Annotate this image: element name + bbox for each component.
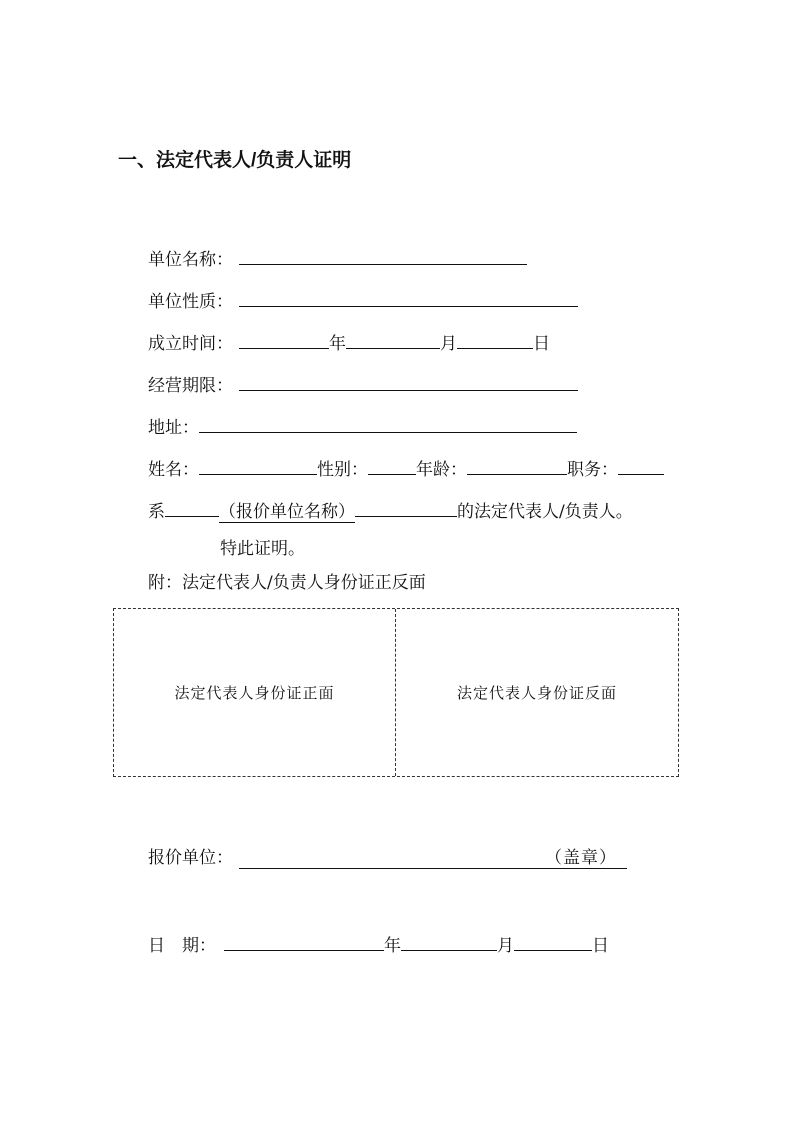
quote-unit-label: 报价单位： — [148, 848, 233, 868]
business-term-label: 经营期限： — [148, 376, 233, 396]
row-address — [148, 414, 577, 438]
statement-suffix: 的法定代表人/负责人。 — [457, 502, 633, 522]
seal-label: （盖章） — [545, 848, 617, 868]
established-label: 成立时间： — [148, 334, 233, 354]
established-month-label: 月 — [440, 334, 457, 354]
gender-label: 性别： — [317, 460, 368, 480]
row-business-term — [148, 372, 578, 396]
id-card-front-cell[interactable] — [114, 609, 396, 776]
statement-prefix: 系 — [148, 502, 165, 522]
row-date — [148, 932, 609, 956]
statement-blank-right[interactable] — [355, 498, 457, 517]
hereby-text: 特此证明。 — [220, 539, 305, 559]
business-term-blank[interactable] — [239, 372, 578, 391]
quote-unit-name-hint: （报价单位名称） — [219, 502, 355, 522]
row-established — [148, 330, 550, 354]
date-label: 日 期： — [148, 936, 216, 956]
established-day-label: 日 — [533, 334, 550, 354]
unit-name-blank[interactable] — [239, 246, 527, 265]
address-blank[interactable] — [199, 414, 577, 433]
id-card-box — [113, 608, 679, 777]
age-blank[interactable] — [467, 456, 567, 475]
row-person — [148, 456, 664, 480]
position-blank[interactable] — [618, 456, 664, 475]
established-year-blank[interactable] — [239, 330, 329, 349]
attachment-note: 附：法定代表人/负责人身份证正反面 — [148, 573, 426, 593]
established-month-blank[interactable] — [346, 330, 440, 349]
name-blank[interactable] — [199, 456, 317, 475]
date-day-label: 日 — [592, 936, 609, 956]
date-month-label: 月 — [497, 936, 514, 956]
established-year-label: 年 — [329, 334, 346, 354]
id-card-back-cell[interactable] — [396, 609, 678, 776]
row-unit-name — [148, 246, 527, 270]
name-label: 姓名： — [148, 460, 199, 480]
row-statement — [148, 498, 633, 523]
unit-nature-label: 单位性质： — [148, 292, 233, 312]
statement-blank-left[interactable] — [165, 498, 219, 517]
date-year-blank[interactable] — [224, 932, 384, 951]
gender-blank[interactable] — [368, 456, 416, 475]
established-day-blank[interactable] — [457, 330, 533, 349]
date-day-blank[interactable] — [514, 932, 592, 951]
unit-name-label: 单位名称： — [148, 250, 233, 270]
row-quote-unit — [148, 848, 627, 869]
position-label: 职务： — [567, 460, 618, 480]
date-year-label: 年 — [384, 936, 401, 956]
date-month-blank[interactable] — [401, 932, 497, 951]
unit-nature-blank[interactable] — [239, 288, 578, 307]
page-title: 一、法定代表人/负责人证明 — [118, 150, 352, 171]
row-unit-nature — [148, 288, 578, 312]
age-label: 年龄： — [416, 460, 467, 480]
id-card-front-label: 法定代表人身份证正面 — [174, 684, 335, 702]
address-label: 地址： — [148, 418, 199, 438]
id-card-back-label: 法定代表人身份证反面 — [456, 684, 617, 702]
quote-unit-blank[interactable] — [239, 848, 627, 869]
